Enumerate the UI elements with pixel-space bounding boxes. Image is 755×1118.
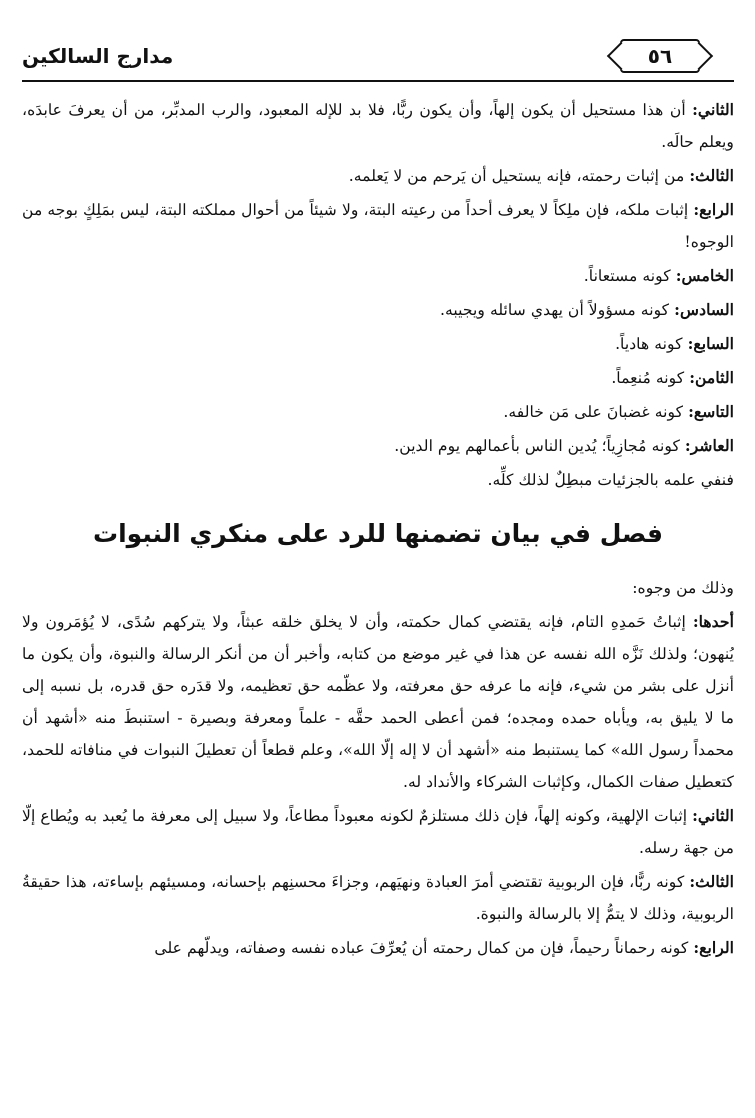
paragraph-text: كونه هادياً. (615, 334, 683, 353)
paragraph-text: كونه مسؤولاً أن يهدي سائله ويجيبه. (440, 300, 670, 319)
paragraph-text: كونه ربًّا، فإن الربوبية تقتضي أمرَ العبادة ونهيَهم، وجزاءَ محسنِهم بإحسانه، ومسيئهم بإساءته، هذا حقيقةُ الربوبية، وذلك لا يتمُّ إلا بالرسالة والنبوة. (22, 872, 734, 923)
paragraph-sixth (22, 294, 734, 326)
paragraph-fifth (22, 260, 734, 292)
paragraph-text: إثباتُ حَمدِهِ التام، فإنه يقتضي كمال حكمته، وأن لا يخلق خلقه عبثاً، ولا يتركهم سُدًى، لا يُؤمَرون ولا يُنهون؛ ولذلك نَزَّه الله نفسه عن هذا في غير موضع من كتابه، وأخبر أن من أنكر الرسالة والنبوة، وأن يكون ما أنزل على بشر من شيء، فإنه ما عرفه حق معرفته، ولا عظّمه حق تعظيمه، ولا قدَره حق قدره، بل نسبه إلى ما لا يليق به، ويأباه حمده ومجده؛ فمن أعطى الحمد حقَّه - علماً ومعرفة وبصيرة - استنبطَ منه «أشهد أن محمداً رسول الله» كما يستنبط منه «أشهد أن لا إله إلّا الله»، وعلم قطعاً أن تعطيلَ النبوات في منافاته للحمد، كتعطيل صفات الكمال، وكإثبات الشركاء والأنداد له. (22, 612, 734, 791)
paragraph-text: كونه غضبانَ على مَن خالفه. (503, 402, 684, 421)
paragraph-label: السابع: (687, 334, 734, 353)
paragraph-text: كونه مُنعِماً. (611, 368, 685, 387)
paragraph-label: العاشر: (684, 436, 734, 455)
paragraph-text: إثبات ملكه، فإن ملِكاً لا يعرف أحداً من رعيته البتة، ولا شيئاً من أحوال مملكته البتة، ليس بمَلِكٍ بوجه من الوجوه! (22, 200, 734, 251)
page (22, 30, 734, 1100)
page-header (22, 30, 734, 82)
paragraph-label: الرابع: (693, 200, 734, 219)
paragraph-text: كونه رحماناً رحيماً، فإن من كمال رحمته أن يُعرِّفَ عباده نفسه وصفاته، ويدلّهم على (154, 938, 689, 957)
paragraph-text: من إثبات رحمته، فإنه يستحيل أن يَرحم من لا يَعلمه. (348, 166, 685, 185)
paragraph-ninth (22, 396, 734, 428)
paragraph-label: الثامن: (689, 368, 734, 387)
paragraph-first-point (22, 606, 734, 798)
paragraph-label: الثاني: (692, 100, 734, 119)
paragraph-third (22, 160, 734, 192)
paragraph-fourth (22, 194, 734, 258)
section-intro: وذلك من وجوه: (632, 578, 734, 597)
paragraph-label: الثاني: (692, 806, 734, 825)
paragraph-text: فنفي علمه بالجزئيات مبطِلٌ لذلك كلِّه. (487, 470, 734, 489)
paragraph-fourth-point (22, 932, 734, 964)
paragraph-label: أحدها: (692, 612, 734, 631)
paragraph-tenth (22, 430, 734, 462)
paragraph-label: التاسع: (688, 402, 734, 421)
paragraph-label: السادس: (674, 300, 734, 319)
paragraph-text: كونه مستعاناً. (583, 266, 671, 285)
paragraph-eighth (22, 362, 734, 394)
paragraph-seventh (22, 328, 734, 360)
paragraph-third-point (22, 866, 734, 930)
paragraph-label: الثالث: (689, 166, 734, 185)
paragraph-label: الثالث: (689, 872, 734, 891)
paragraph-text: إثبات الإلهية، وكونه إلهاً، فإن ذلك مستلزمٌ لكونه معبوداً مطاعاً، ولا سبيل إلى معرفة ما يُعبد به ويُطاع إلّا من جهة رسله. (22, 806, 734, 857)
paragraph-label: الرابع: (693, 938, 734, 957)
paragraph-label: الخامس: (675, 266, 734, 285)
page-number: ٥٦ (620, 39, 700, 73)
section-title: فصل في بيان تضمنها للرد على منكري النبوات (92, 519, 664, 548)
paragraph-text: كونه مُجازِياً؛ يُدين الناس بأعمالهم يوم الدين. (394, 436, 680, 455)
book-title: مدارج السالكين (22, 44, 174, 68)
paragraph-conclusion (22, 464, 734, 496)
paragraph-text: أن هذا مستحيل أن يكون إلهاً، وأن يكون ربًّا، فلا بد للإله المعبود، والرب المدبِّر، من أن يعرفَ عابدَه، ويعلم حالَه. (22, 100, 734, 151)
paragraph-second (22, 94, 734, 158)
page-body (22, 82, 734, 964)
paragraph-second-point (22, 800, 734, 864)
